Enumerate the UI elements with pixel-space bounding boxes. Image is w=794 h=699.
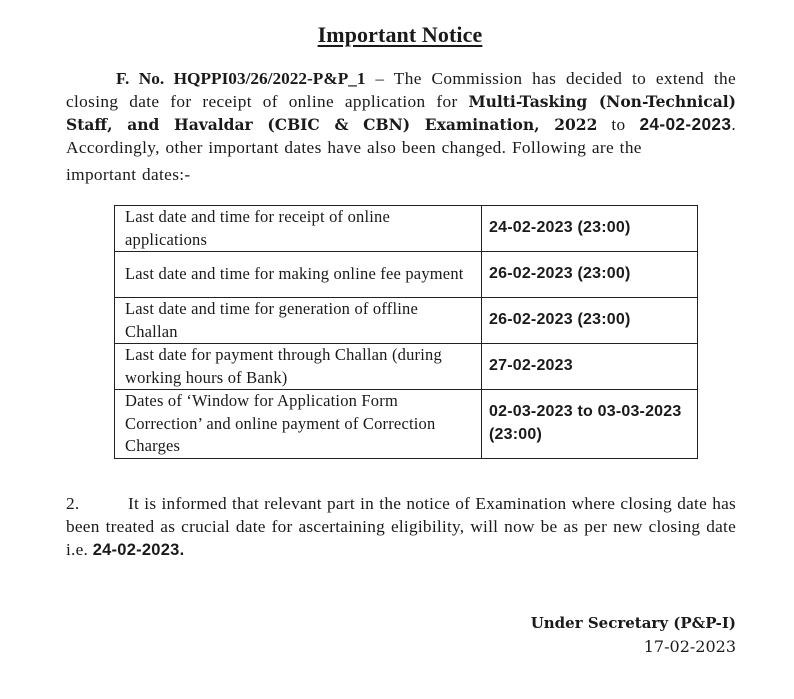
important-dates-table bbox=[114, 205, 698, 459]
paragraph-1-text-b: to bbox=[597, 115, 640, 134]
signatory-designation: Under Secretary (P&P-I) bbox=[530, 614, 736, 632]
table-row bbox=[115, 390, 698, 459]
paragraph-number: 2. bbox=[66, 494, 80, 513]
paragraph-1-text-c: . Accordingly, other important dates have also been changed. Following are the bbox=[66, 115, 737, 157]
notice-paragraph-1 bbox=[66, 67, 736, 186]
notice-paragraph-2 bbox=[66, 492, 736, 562]
table-row bbox=[115, 298, 698, 344]
event-cell: Dates of ‘Window for Application Form Correction’ and online payment of Correction Charges bbox=[115, 390, 482, 459]
event-cell: Last date and time for generation of offline Challan bbox=[115, 298, 482, 344]
event-cell: Last date for payment through Challan (during working hours of Bank) bbox=[115, 344, 482, 390]
paragraph-1-text-a: – The Commission has decided to extend the closing date for receipt of online application for bbox=[66, 69, 736, 111]
event-cell: Last date and time for receipt of online applications bbox=[115, 206, 482, 252]
date-cell: 02-03-2023 to 03-03-2023 (23:00) bbox=[482, 390, 698, 459]
date-cell: 27-02-2023 bbox=[482, 344, 698, 390]
signature-date: 17-02-2023 bbox=[643, 637, 736, 656]
table-row bbox=[115, 252, 698, 298]
signature-block bbox=[531, 612, 736, 658]
new-closing-date: 24-02-2023 bbox=[639, 114, 732, 134]
paragraph-1-text-d: important dates:- bbox=[66, 165, 191, 184]
paragraph-2-date: 24-02-2023. bbox=[92, 541, 185, 559]
date-cell: 26-02-2023 (23:00) bbox=[482, 298, 698, 344]
table-row bbox=[115, 206, 698, 252]
event-cell: Last date and time for making online fee payment bbox=[115, 252, 482, 298]
date-cell: 24-02-2023 (23:00) bbox=[482, 206, 698, 252]
date-cell: 26-02-2023 (23:00) bbox=[482, 252, 698, 298]
table-row bbox=[115, 344, 698, 390]
paragraph-2-text: It is informed that relevant part in the notice of Examination where closing date has been treated as crucial date for ascertaining eligibility, will now be as per new closing date i.e. bbox=[66, 494, 736, 559]
notice-title: Important Notice bbox=[317, 22, 483, 47]
exam-name: Multi-Tasking (Non-Technical) Staff, and Havaldar (CBIC & CBN) Examination, 2022 bbox=[66, 92, 737, 134]
file-number: F. No. HQPPI03/26/2022-P&P_1 bbox=[116, 69, 366, 88]
